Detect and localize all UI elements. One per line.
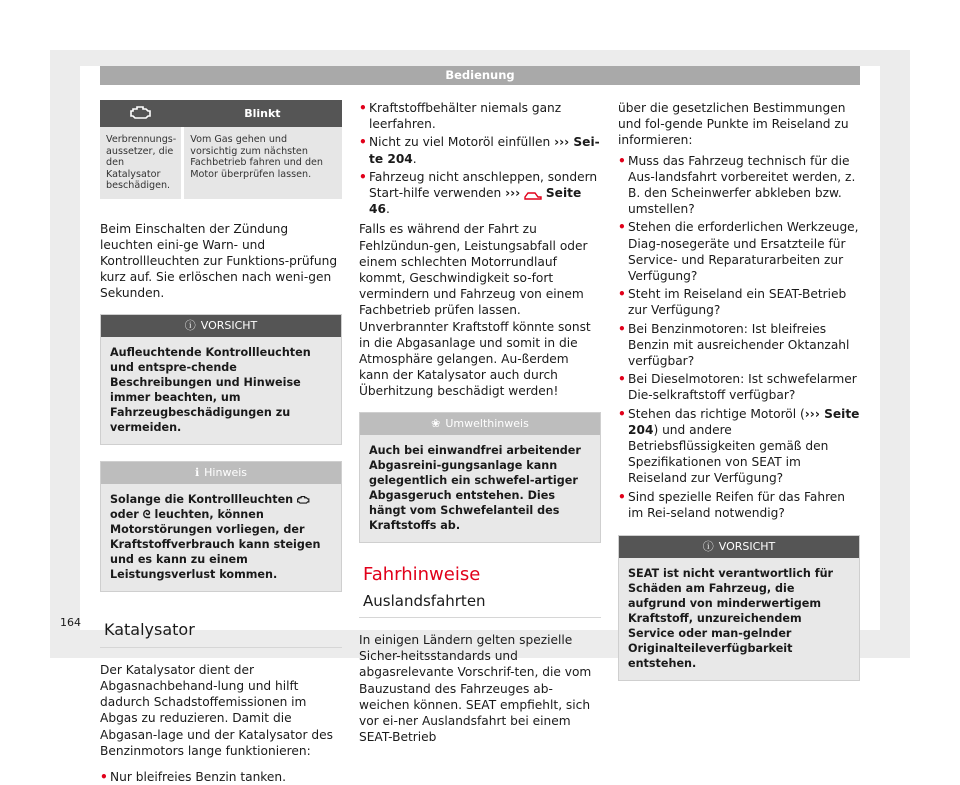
list-item [618, 286, 860, 318]
bullet-text: . [385, 202, 390, 217]
intro-paragraph-col3: über die gesetzlichen Bestimmungen und fol-gende Punkte im Reiseland zu informieren: [618, 101, 849, 148]
vorsicht-box-1 [100, 314, 342, 445]
column-2 [359, 100, 601, 749]
umwelt-title: Umwelthinweis [445, 416, 529, 430]
environment-icon: ❀ [431, 416, 441, 430]
list-item [618, 219, 860, 284]
engine-icon [297, 495, 310, 504]
section-title-katalysator: Katalysator [104, 619, 195, 639]
list-item [359, 169, 601, 218]
column-1 [100, 100, 342, 785]
info-icon: ℹ [194, 465, 200, 479]
car-warning-icon [524, 188, 542, 200]
glow-plug-icon: ᘓ [142, 507, 151, 521]
section-divider [100, 647, 342, 648]
vorsicht-box-header [101, 315, 341, 337]
vorsicht-box-2 [618, 535, 860, 681]
hinweis-box [100, 461, 342, 592]
table-header-icon-cell [100, 100, 183, 127]
bullet-text: Muss das Fahrzeug technisch für die Aus-landsfahrt vorbereitet werden, z. B. den Scheinwerfer abkleben bzw. umstellen? [628, 153, 856, 217]
fehlzuendung-paragraph: Falls es während der Fahrt zu Fehlzündun-gen, Leistungsabfall oder einem schlechten Motorrundlauf kommt, Geschwindigkeit so-fort vermindern und Fahrzeug von einem Fachbetrieb prüfen lassen. Unverbrannter Kraftstoff könnte sonst in die Abgasanlage und somit in die Atmosphäre gelangen. Au-ßerdem kann der Katalysator auch durch Überhitzung beschädigt werden! [359, 222, 591, 399]
engine-icon [130, 105, 152, 119]
bullet-text: Steht im Reiseland ein SEAT-Betrieb zur Verfügung? [628, 287, 847, 318]
auslandsfahrten-paragraph: In einigen Ländern gelten spezielle Sicher-heitsstandards und abgasrelevante Vorschrif-ten, die vom Bauzustand des Fahrzeuges ab-weichen können. SEAT empfiehlt, sich vor ei-ner Auslandsfahrt bei einem SEAT-Betrieb [359, 633, 592, 745]
hinweis-box-header [101, 462, 341, 484]
list-item [359, 134, 601, 166]
table-header-label: Blinkt [183, 100, 342, 127]
bullet-text: Bei Dieselmotoren: Ist schwefelarmer Die-selkraftstoff verfügbar? [628, 372, 857, 403]
bullet-text: ) und andere Betriebsflüssigkeiten gemäß den Spezifikationen von SEAT im Reiseland zur Verfügung? [628, 422, 829, 486]
page-link-204[interactable]: ››› Sei-te 204 [369, 135, 600, 166]
list-item [618, 321, 860, 370]
umwelt-box [359, 412, 601, 543]
list-item [618, 153, 860, 218]
chapter-header: Bedienung [100, 66, 860, 85]
table-row [100, 127, 342, 199]
table-cell-cause: Verbrennungs-aussetzer, die den Katalysator beschädigen. [100, 127, 183, 199]
umwelt-box-header [360, 413, 600, 435]
hinweis-body [101, 484, 341, 591]
bullet-text: Stehen die erforderlichen Werkzeuge, Diag-nosegeräte und Ersatzteile für Service- und Reparaturarbeiten zur Verfügung? [628, 220, 859, 284]
warning-table [100, 100, 342, 199]
hinweis-title: Hinweis [204, 465, 248, 479]
bullet-text: Nur bleifreies Benzin tanken. [110, 769, 287, 784]
list-item [618, 371, 860, 403]
umwelt-body: Auch bei einwandfrei arbeitender Abgasreini-gungsanlage kann gelegentlich ein schwefel-artiger Abgasgeruch entstehen. Dies hängt vom Schwefelanteil des Kraftstoffs ab. [360, 435, 600, 542]
hinweis-text-mid: oder [110, 507, 143, 521]
bullet-text: Stehen das richtige Motoröl ( [628, 406, 805, 421]
vorsicht-body: SEAT ist nicht verantwortlich für Schäden am Fahrzeug, die aufgrund von minderwertigem Kraftstoff, unzureichendem Service oder man-gelnder Originalteileverfügbarkeit entstehen. [619, 558, 859, 680]
bullet-text: Bei Benzinmotoren: Ist bleifreies Benzin mit ausreichender Oktanzahl verfügbar? [628, 321, 850, 369]
list-item [100, 769, 342, 785]
bullet-text: . [412, 151, 417, 166]
warning-circle-icon: ⓘ [184, 318, 196, 332]
bullet-text: Sind spezielle Reifen für das Fahren im Rei-seland notwendig? [628, 489, 846, 520]
page-link-204[interactable]: ››› Seite 204 [628, 406, 860, 437]
subsection-title-auslandsfahrten: Auslandsfahrten [363, 591, 486, 610]
vorsicht-title: VORSICHT [200, 318, 258, 332]
list-item [618, 489, 860, 521]
hinweis-text-pre: Solange die Kontrollleuchten [110, 492, 298, 506]
page-link-46[interactable]: Seite 46 [369, 186, 582, 217]
page-link-arrows[interactable]: ››› [505, 186, 521, 201]
bullet-text: Fahrzeug nicht anschleppen, sondern Start-hilfe verwenden [369, 169, 598, 201]
katalysator-paragraph: Der Katalysator dient der Abgasnachbehand-lung und hilft dadurch Schadstoffemissionen im Abgas zu reduzieren. Damit die Abgasan-lage und der Katalysator des Benzinmotors lange funktionieren: [100, 662, 333, 758]
intro-paragraph: Beim Einschalten der Zündung leuchten eini-ge Warn- und Kontrollleuchten zur Funktions-prüfung kurz auf. Sie erlöschen nach weni-gen Sekunden. [100, 221, 338, 301]
hinweis-text-post: leuchten, können Motorstörungen vorliegen, der Kraftstoffverbrauch kann steigen und es kann zu einem Leistungsverlust kommen. [110, 507, 321, 581]
column-3 [618, 100, 860, 681]
list-item [618, 406, 860, 487]
page-number: 164 [60, 616, 81, 629]
vorsicht-title: VORSICHT [718, 540, 776, 554]
list-item [359, 100, 601, 132]
vorsicht-body: Aufleuchtende Kontrollleuchten und entspre-chende Beschreibungen und Hinweise immer beachten, um Fahrzeugbeschädigungen zu vermeiden. [101, 337, 341, 444]
warning-circle-icon: ⓘ [702, 540, 714, 554]
vorsicht-box-header [619, 536, 859, 558]
bullet-text: Kraftstoffbehälter niemals ganz leerfahren. [369, 101, 562, 132]
section-divider [359, 617, 601, 618]
bullet-text: Nicht zu viel Motoröl einfüllen [369, 135, 555, 150]
table-cell-action: Vom Gas gehen und vorsichtig zum nächsten Fachbetrieb fahren und den Motor überprüfen lassen. [183, 127, 342, 199]
section-title-fahrhinweise: Fahrhinweise [363, 563, 481, 585]
